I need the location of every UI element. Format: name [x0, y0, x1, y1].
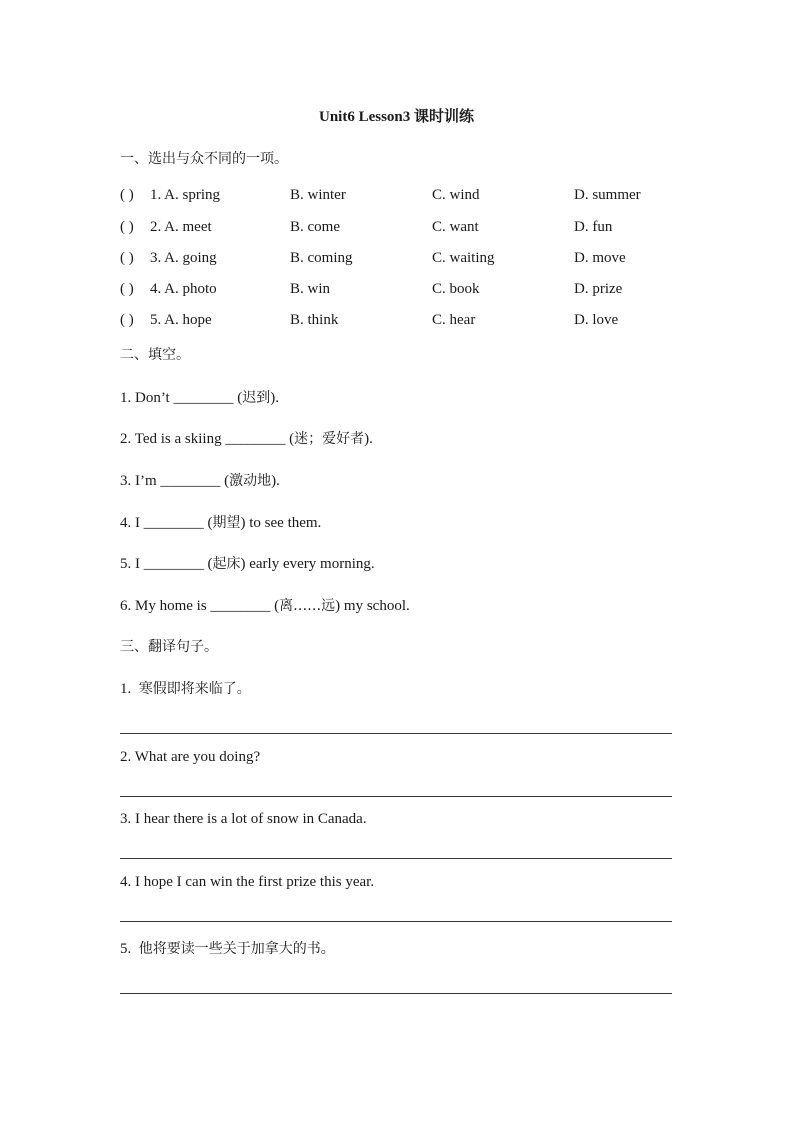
option-d: D. summer	[574, 187, 641, 203]
option-b: B. winter	[290, 187, 346, 203]
answer-line-2[interactable]	[120, 796, 672, 797]
option-c: C. wind	[432, 187, 480, 203]
option-c: C. hear	[432, 312, 476, 328]
fill-blank-item-5[interactable]: 5. I ________ (起床) early every morning.	[120, 556, 375, 572]
option-a: 3. A. going	[150, 250, 217, 266]
option-b: B. coming	[290, 250, 353, 266]
answer-blank[interactable]: ( )	[120, 219, 134, 235]
section2-heading: 二、填空。	[120, 347, 190, 363]
option-b: B. come	[290, 219, 340, 235]
answer-line-4[interactable]	[120, 921, 672, 922]
option-d: D. move	[574, 250, 626, 266]
translation-prompt-5: 5. 他将要读一些关于加拿大的书。	[120, 941, 335, 957]
answer-line-3[interactable]	[120, 858, 672, 859]
fill-blank-item-4[interactable]: 4. I ________ (期望) to see them.	[120, 515, 322, 531]
option-c: C. waiting	[432, 250, 495, 266]
fill-blank-item-1[interactable]: 1. Don’t ________ (迟到).	[120, 390, 279, 406]
fill-blank-item-6[interactable]: 6. My home is ________ (离……远) my school.	[120, 598, 410, 614]
mc-question-1	[120, 185, 680, 205]
option-b: B. win	[290, 281, 331, 297]
mc-question-2	[120, 217, 680, 237]
answer-blank[interactable]: ( )	[120, 250, 134, 266]
section3-heading: 三、翻译句子。	[120, 639, 218, 655]
section1-heading: 一、选出与众不同的一项。	[120, 151, 288, 167]
translation-prompt-3: 3. I hear there is a lot of snow in Canada.	[120, 811, 367, 827]
option-a: 1. A. spring	[150, 187, 221, 203]
option-a: 4. A. photo	[150, 281, 217, 297]
option-d: D. fun	[574, 219, 613, 235]
option-a: 2. A. meet	[150, 219, 212, 235]
fill-blank-item-2[interactable]: 2. Ted is a skiing ________ (迷；爱好者).	[120, 431, 373, 447]
option-d: D. love	[574, 312, 619, 328]
answer-blank[interactable]: ( )	[120, 187, 134, 203]
page-title: Unit6 Lesson3 课时训练	[318, 109, 475, 125]
option-d: D. prize	[574, 281, 623, 297]
translation-prompt-4: 4. I hope I can win the first prize this year.	[120, 874, 375, 890]
fill-blank-item-3[interactable]: 3. I’m ________ (激动地).	[120, 473, 280, 489]
option-c: C. book	[432, 281, 480, 297]
answer-line-1[interactable]	[120, 733, 672, 734]
mc-question-5	[120, 310, 680, 330]
translation-prompt-2: 2. What are you doing?	[120, 749, 261, 765]
answer-blank[interactable]: ( )	[120, 281, 134, 297]
option-a: 5. A. hope	[150, 312, 212, 328]
mc-question-3	[120, 248, 680, 268]
answer-line-5[interactable]	[120, 993, 672, 994]
option-b: B. think	[290, 312, 339, 328]
option-c: C. want	[432, 219, 479, 235]
answer-blank[interactable]: ( )	[120, 312, 134, 328]
translation-prompt-1: 1. 寒假即将来临了。	[120, 681, 251, 697]
mc-question-4	[120, 279, 680, 299]
